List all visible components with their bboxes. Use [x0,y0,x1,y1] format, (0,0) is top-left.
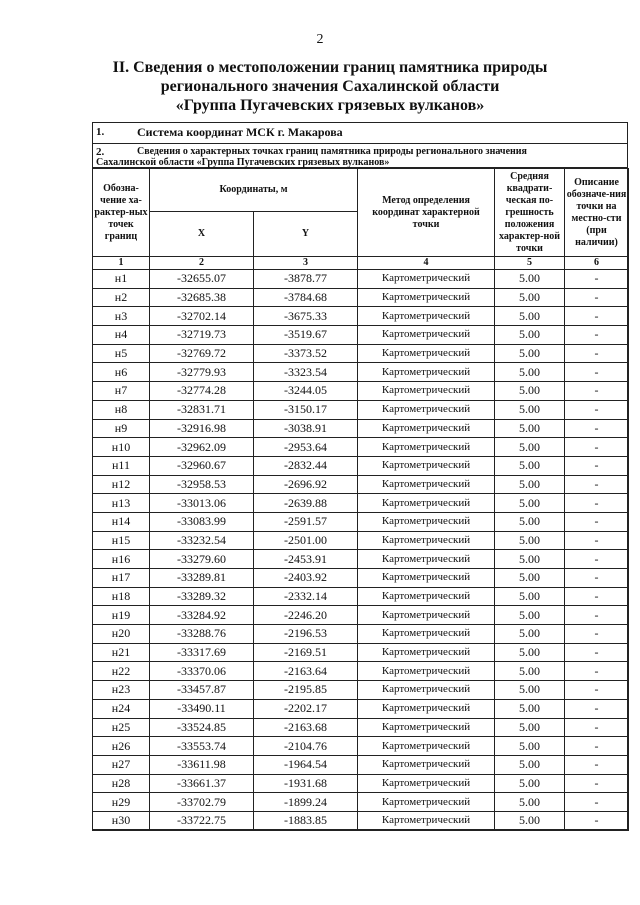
point-id-cell: н22 [93,662,150,681]
error-cell: 5.00 [495,512,565,531]
error-cell: 5.00 [495,662,565,681]
error-cell: 5.00 [495,569,565,588]
point-id-cell: н27 [93,755,150,774]
method-cell: Картометрический [358,737,495,756]
error-cell: 5.00 [495,643,565,662]
column-number: 6 [565,257,629,270]
y-coordinate-cell: -2163.68 [254,718,358,737]
error-cell: 5.00 [495,270,565,289]
description-cell: - [565,811,629,830]
point-id-cell: н10 [93,438,150,457]
x-coordinate-cell: -33457.87 [150,681,254,700]
description-cell: - [565,512,629,531]
table-row [93,344,629,363]
x-coordinate-cell: -32702.14 [150,307,254,326]
method-cell: Картометрический [358,662,495,681]
method-cell: Картометрический [358,550,495,569]
error-cell: 5.00 [495,681,565,700]
x-coordinate-cell: -33702.79 [150,793,254,812]
table-row [93,625,629,644]
x-coordinate-cell: -33611.98 [150,755,254,774]
error-cell: 5.00 [495,494,565,513]
method-cell: Картометрический [358,307,495,326]
description-cell: - [565,755,629,774]
x-coordinate-cell: -32831.71 [150,400,254,419]
method-cell: Картометрический [358,811,495,830]
method-cell: Картометрический [358,774,495,793]
error-cell: 5.00 [495,793,565,812]
table-row [93,512,629,531]
x-coordinate-cell: -32779.93 [150,363,254,382]
y-coordinate-cell: -3373.52 [254,344,358,363]
header-description: Описание обозначе-ния точки на местно-сти (при наличии) [565,169,629,257]
y-coordinate-cell: -2246.20 [254,606,358,625]
x-coordinate-cell: -33083.99 [150,512,254,531]
y-coordinate-cell: -2639.88 [254,494,358,513]
point-id-cell: н14 [93,512,150,531]
y-coordinate-cell: -1931.68 [254,774,358,793]
y-coordinate-cell: -2453.91 [254,550,358,569]
point-id-cell: н2 [93,288,150,307]
column-number: 3 [254,257,358,270]
method-cell: Картометрический [358,643,495,662]
method-cell: Картометрический [358,625,495,644]
point-id-cell: н17 [93,569,150,588]
boundary-points-table [92,168,629,831]
description-cell: - [565,531,629,550]
table-row [93,438,629,457]
x-coordinate-cell: -33289.81 [150,569,254,588]
method-cell: Картометрический [358,288,495,307]
error-cell: 5.00 [495,531,565,550]
section-number: 2. [96,146,105,158]
method-cell: Картометрический [358,456,495,475]
description-cell: - [565,587,629,606]
point-id-cell: н16 [93,550,150,569]
error-cell: 5.00 [495,363,565,382]
method-cell: Картометрический [358,400,495,419]
points-info-row [92,144,628,168]
point-id-cell: н18 [93,587,150,606]
x-coordinate-cell: -32916.98 [150,419,254,438]
method-cell: Картометрический [358,718,495,737]
points-info-text: Сведения о характерных точках границ памятника природы регионального значения [137,146,527,157]
table-row [93,606,629,625]
method-cell: Картометрический [358,270,495,289]
description-cell: - [565,643,629,662]
title-line-1: II. Сведения о местоположении границ памятника природы [112,59,548,76]
method-cell: Картометрический [358,494,495,513]
y-coordinate-cell: -3784.68 [254,288,358,307]
y-coordinate-cell: -1883.85 [254,811,358,830]
x-coordinate-cell: -33289.32 [150,587,254,606]
description-cell: - [565,419,629,438]
y-coordinate-cell: -2196.53 [254,625,358,644]
description-cell: - [565,737,629,756]
title-line-2: регионального значения Сахалинской области [160,78,500,95]
point-id-cell: н4 [93,326,150,345]
x-coordinate-cell: -33288.76 [150,625,254,644]
table-row [93,270,629,289]
error-cell: 5.00 [495,718,565,737]
error-cell: 5.00 [495,625,565,644]
point-id-cell: н9 [93,419,150,438]
table-row [93,643,629,662]
y-coordinate-cell: -2332.14 [254,587,358,606]
method-cell: Картометрический [358,699,495,718]
method-cell: Картометрический [358,587,495,606]
table-row [93,550,629,569]
point-id-cell: н8 [93,400,150,419]
y-coordinate-cell: -2169.51 [254,643,358,662]
y-coordinate-cell: -3150.17 [254,400,358,419]
description-cell: - [565,793,629,812]
description-cell: - [565,456,629,475]
description-cell: - [565,718,629,737]
table-row [93,400,629,419]
table-row [93,681,629,700]
header-designation: Обозна-чение ха-рактер-ных точек границ [93,169,150,257]
document-title [40,58,620,115]
point-id-cell: н7 [93,382,150,401]
header-method: Метод определения координат характерной точки [358,169,495,257]
x-coordinate-cell: -33279.60 [150,550,254,569]
method-cell: Картометрический [358,419,495,438]
method-cell: Картометрический [358,569,495,588]
y-coordinate-cell: -3038.91 [254,419,358,438]
description-cell: - [565,681,629,700]
description-cell: - [565,625,629,644]
point-id-cell: н29 [93,793,150,812]
error-cell: 5.00 [495,587,565,606]
table-row [93,587,629,606]
table-row [93,811,629,830]
description-cell: - [565,662,629,681]
x-coordinate-cell: -32685.38 [150,288,254,307]
method-cell: Картометрический [358,438,495,457]
y-coordinate-cell: -3323.54 [254,363,358,382]
error-cell: 5.00 [495,382,565,401]
table-row [93,699,629,718]
y-coordinate-cell: -2202.17 [254,699,358,718]
column-number: 5 [495,257,565,270]
column-number: 2 [150,257,254,270]
description-cell: - [565,344,629,363]
point-id-cell: н28 [93,774,150,793]
table-row [93,326,629,345]
y-coordinate-cell: -3878.77 [254,270,358,289]
table-row [93,718,629,737]
description-cell: - [565,494,629,513]
point-id-cell: н3 [93,307,150,326]
error-cell: 5.00 [495,326,565,345]
x-coordinate-cell: -32719.73 [150,326,254,345]
table-row [93,755,629,774]
header-x: X [150,212,254,257]
method-cell: Картометрический [358,326,495,345]
header-coordinates: Координаты, м [150,169,358,212]
x-coordinate-cell: -33661.37 [150,774,254,793]
page-number: 2 [316,32,324,47]
method-cell: Картометрический [358,793,495,812]
x-coordinate-cell: -33284.92 [150,606,254,625]
description-cell: - [565,382,629,401]
x-coordinate-cell: -32962.09 [150,438,254,457]
table-row [93,382,629,401]
point-id-cell: н21 [93,643,150,662]
coordinate-system-row [92,122,628,144]
x-coordinate-cell: -33490.11 [150,699,254,718]
error-cell: 5.00 [495,606,565,625]
description-cell: - [565,550,629,569]
y-coordinate-cell: -2501.00 [254,531,358,550]
point-id-cell: н26 [93,737,150,756]
error-cell: 5.00 [495,400,565,419]
x-coordinate-cell: -32769.72 [150,344,254,363]
x-coordinate-cell: -33722.75 [150,811,254,830]
error-cell: 5.00 [495,419,565,438]
y-coordinate-cell: -2832.44 [254,456,358,475]
description-cell: - [565,270,629,289]
error-cell: 5.00 [495,288,565,307]
table-row [93,419,629,438]
x-coordinate-cell: -33232.54 [150,531,254,550]
method-cell: Картометрический [358,606,495,625]
y-coordinate-cell: -1964.54 [254,755,358,774]
column-number: 4 [358,257,495,270]
points-info-text-continued: Сахалинской области «Группа Пугачевских грязевых вулканов» [96,157,390,168]
table-row [93,737,629,756]
x-coordinate-cell: -32774.28 [150,382,254,401]
error-cell: 5.00 [495,438,565,457]
x-coordinate-cell: -33317.69 [150,643,254,662]
method-cell: Картометрический [358,755,495,774]
y-coordinate-cell: -2104.76 [254,737,358,756]
y-coordinate-cell: -2953.64 [254,438,358,457]
error-cell: 5.00 [495,456,565,475]
y-coordinate-cell: -3519.67 [254,326,358,345]
description-cell: - [565,288,629,307]
table-row [93,531,629,550]
x-coordinate-cell: -32960.67 [150,456,254,475]
table-row [93,307,629,326]
error-cell: 5.00 [495,699,565,718]
point-id-cell: н5 [93,344,150,363]
x-coordinate-cell: -33013.06 [150,494,254,513]
x-coordinate-cell: -33524.85 [150,718,254,737]
method-cell: Картометрический [358,531,495,550]
description-cell: - [565,400,629,419]
description-cell: - [565,699,629,718]
error-cell: 5.00 [495,307,565,326]
error-cell: 5.00 [495,737,565,756]
point-id-cell: н12 [93,475,150,494]
description-cell: - [565,569,629,588]
description-cell: - [565,307,629,326]
table-row [93,774,629,793]
x-coordinate-cell: -33553.74 [150,737,254,756]
table-row [93,569,629,588]
y-coordinate-cell: -2591.57 [254,512,358,531]
point-id-cell: н11 [93,456,150,475]
y-coordinate-cell: -2403.92 [254,569,358,588]
y-coordinate-cell: -1899.24 [254,793,358,812]
point-id-cell: н1 [93,270,150,289]
description-cell: - [565,326,629,345]
point-id-cell: н23 [93,681,150,700]
x-coordinate-cell: -32958.53 [150,475,254,494]
y-coordinate-cell: -3675.33 [254,307,358,326]
point-id-cell: н20 [93,625,150,644]
description-cell: - [565,475,629,494]
error-cell: 5.00 [495,811,565,830]
description-cell: - [565,438,629,457]
y-coordinate-cell: -2696.92 [254,475,358,494]
table-row [93,793,629,812]
point-id-cell: н19 [93,606,150,625]
table-row [93,475,629,494]
y-coordinate-cell: -2195.85 [254,681,358,700]
error-cell: 5.00 [495,550,565,569]
method-cell: Картометрический [358,475,495,494]
point-id-cell: н24 [93,699,150,718]
x-coordinate-cell: -32655.07 [150,270,254,289]
point-id-cell: н15 [93,531,150,550]
method-cell: Картометрический [358,363,495,382]
description-cell: - [565,774,629,793]
table-row [93,456,629,475]
point-id-cell: н30 [93,811,150,830]
method-cell: Картометрический [358,344,495,363]
header-y: Y [254,212,358,257]
table-row [93,363,629,382]
header-error: Средняя квадрати-ческая по-грешность положения характер-ной точки [495,169,565,257]
error-cell: 5.00 [495,755,565,774]
point-id-cell: н25 [93,718,150,737]
error-cell: 5.00 [495,774,565,793]
method-cell: Картометрический [358,681,495,700]
column-number: 1 [93,257,150,270]
description-cell: - [565,363,629,382]
table-row [93,662,629,681]
title-line-3: «Группа Пугачевских грязевых вулканов» [175,97,485,114]
method-cell: Картометрический [358,512,495,531]
point-id-cell: н13 [93,494,150,513]
table-row [93,288,629,307]
x-coordinate-cell: -33370.06 [150,662,254,681]
y-coordinate-cell: -3244.05 [254,382,358,401]
description-cell: - [565,606,629,625]
table-row [93,494,629,513]
section-number: 1. [96,126,105,138]
y-coordinate-cell: -2163.64 [254,662,358,681]
method-cell: Картометрический [358,382,495,401]
coordinate-system-text: Система координат МСК г. Макарова [137,125,343,139]
error-cell: 5.00 [495,344,565,363]
error-cell: 5.00 [495,475,565,494]
point-id-cell: н6 [93,363,150,382]
